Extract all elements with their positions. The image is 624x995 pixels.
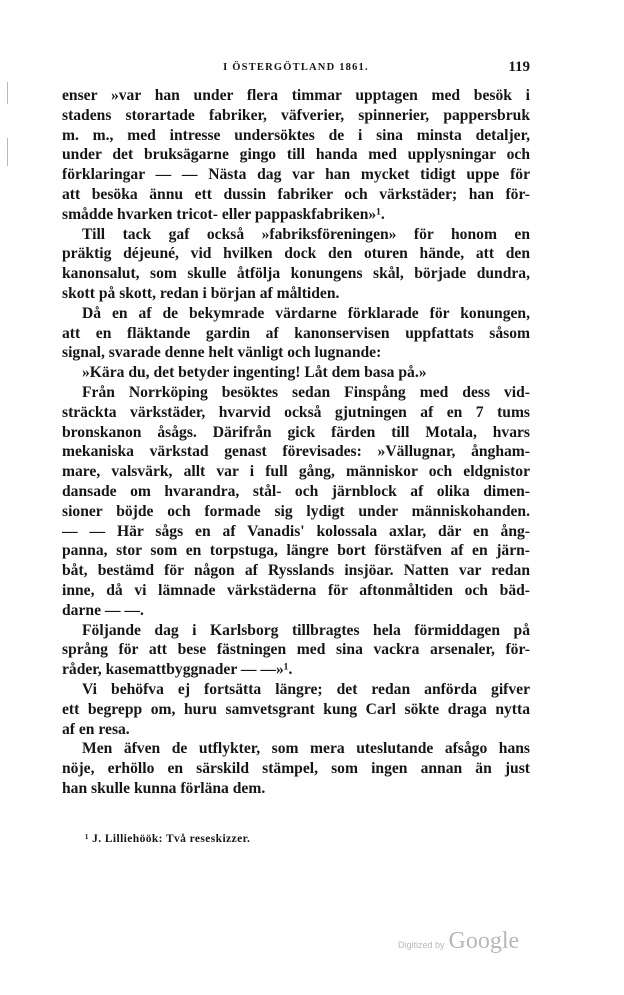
text-line: ett begrepp om, huru samvetsgrant kung Carl sökte draga nytta (62, 700, 530, 718)
text-line: språng för att bese fästningen med sina vackra arsenaler, för- (62, 641, 530, 659)
margin-mark (7, 138, 8, 166)
text-line: Från Norrköping besöktes sedan Finspång med dess vid- (82, 383, 530, 401)
footnote: ¹ J. Lilliehöök: Två reseskizzer. (85, 833, 251, 845)
text-line: signal, svarade denne helt vänligt och lugnande: (62, 344, 382, 362)
google-watermark (398, 928, 519, 955)
text-line: Vi behöfva ej fortsätta längre; det redan anförda gifver (82, 680, 530, 698)
text-line: stadens storartade fabriker, väfverier, spinnerier, pappersbruk (62, 106, 530, 124)
text-line: — — Här sågs en af Vanadis' kolossala axlar, där en ång- (62, 522, 530, 540)
text-line: förklaringar — — Nästa dag var han mycket tidigt uppe för (62, 166, 530, 184)
text-line: mare, valsvärk, allt var i full gång, människor och eldgnistor (62, 463, 530, 481)
text-line: m. m., med intresse undersöktes de i sina minsta detaljer, (62, 126, 530, 144)
text-line: panna, stor som en torpstuga, längre bort förstäfven af en järn- (62, 542, 530, 560)
text-line: kanonsalut, som skulle åtfölja konungens skål, började dundra, (62, 265, 530, 283)
body-text (62, 86, 530, 799)
text-line: Till tack gaf också »fabriksföreningen» för honom en (82, 225, 530, 243)
text-line: »Kära du, det betyder ingenting! Låt dem basa på.» (82, 364, 427, 382)
google-logo: Google (448, 928, 520, 954)
text-line: Följande dag i Karlsborg tillbragtes hela förmiddagen på (82, 621, 530, 639)
text-line: dansade om hvarandra, stål- och järnblock af olika dimen- (62, 482, 530, 500)
text-line: Då en af de bekymrade värdarne förklarade för konungen, (82, 304, 530, 322)
text-line: präktig déjeuné, vid hvilken dock den oturen hände, att den (62, 245, 530, 263)
margin-mark (7, 82, 8, 104)
text-line: smådde hvarken tricot- eller pappaskfabriken»¹. (62, 205, 385, 223)
page-header (62, 59, 530, 82)
text-line: bronskanon åsågs. Därifrån gick färden till Motala, hvars (62, 423, 530, 441)
text-line: skott på skott, redan i början af måltiden. (62, 284, 340, 302)
text-line: båt, bestämd för någon af Rysslands insjöar. Natten var redan (62, 562, 530, 580)
text-line: sträckta värkstäder, hvarvid också gjutningen af en 7 tums (62, 403, 530, 421)
text-line: Men äfven de utflykter, som mera uteslutande afsågo hans (82, 740, 530, 758)
text-line: enser »var han under flera timmar upptagen med besök i (62, 87, 530, 104)
text-line: sioner böjde och formade sig lydigt under människohanden. (62, 502, 530, 520)
text-line: han skulle kunna förläna dem. (62, 779, 266, 797)
text-line: darne — —. (62, 601, 144, 619)
text-line: råder, kasemattbyggnader — —»¹. (62, 661, 293, 679)
page-number: 119 (508, 59, 530, 75)
text-line: inne, då vi lämnade värkstäderna för aftonmåltiden och bäd- (62, 581, 530, 599)
text-line: nöje, erhöllo en särskild stämpel, som ingen annan än just (62, 760, 530, 778)
text-line: under det bruksägarne gingo till handa med upplysningar och (62, 146, 530, 164)
text-line: att en fläktande gardin af kanonservisen uppfattats såsom (62, 324, 530, 342)
text-line: att besöka ännu ett dussin fabriker och värkstäder; han för- (62, 185, 530, 203)
text-line: af en resa. (62, 720, 130, 738)
watermark-prefix: Digitized by (398, 940, 445, 950)
running-head: I ÖSTERGÖTLAND 1861. (223, 62, 369, 73)
text-line: mekaniska värkstad genast förevisades: »Vällugnar, ångham- (62, 443, 530, 461)
